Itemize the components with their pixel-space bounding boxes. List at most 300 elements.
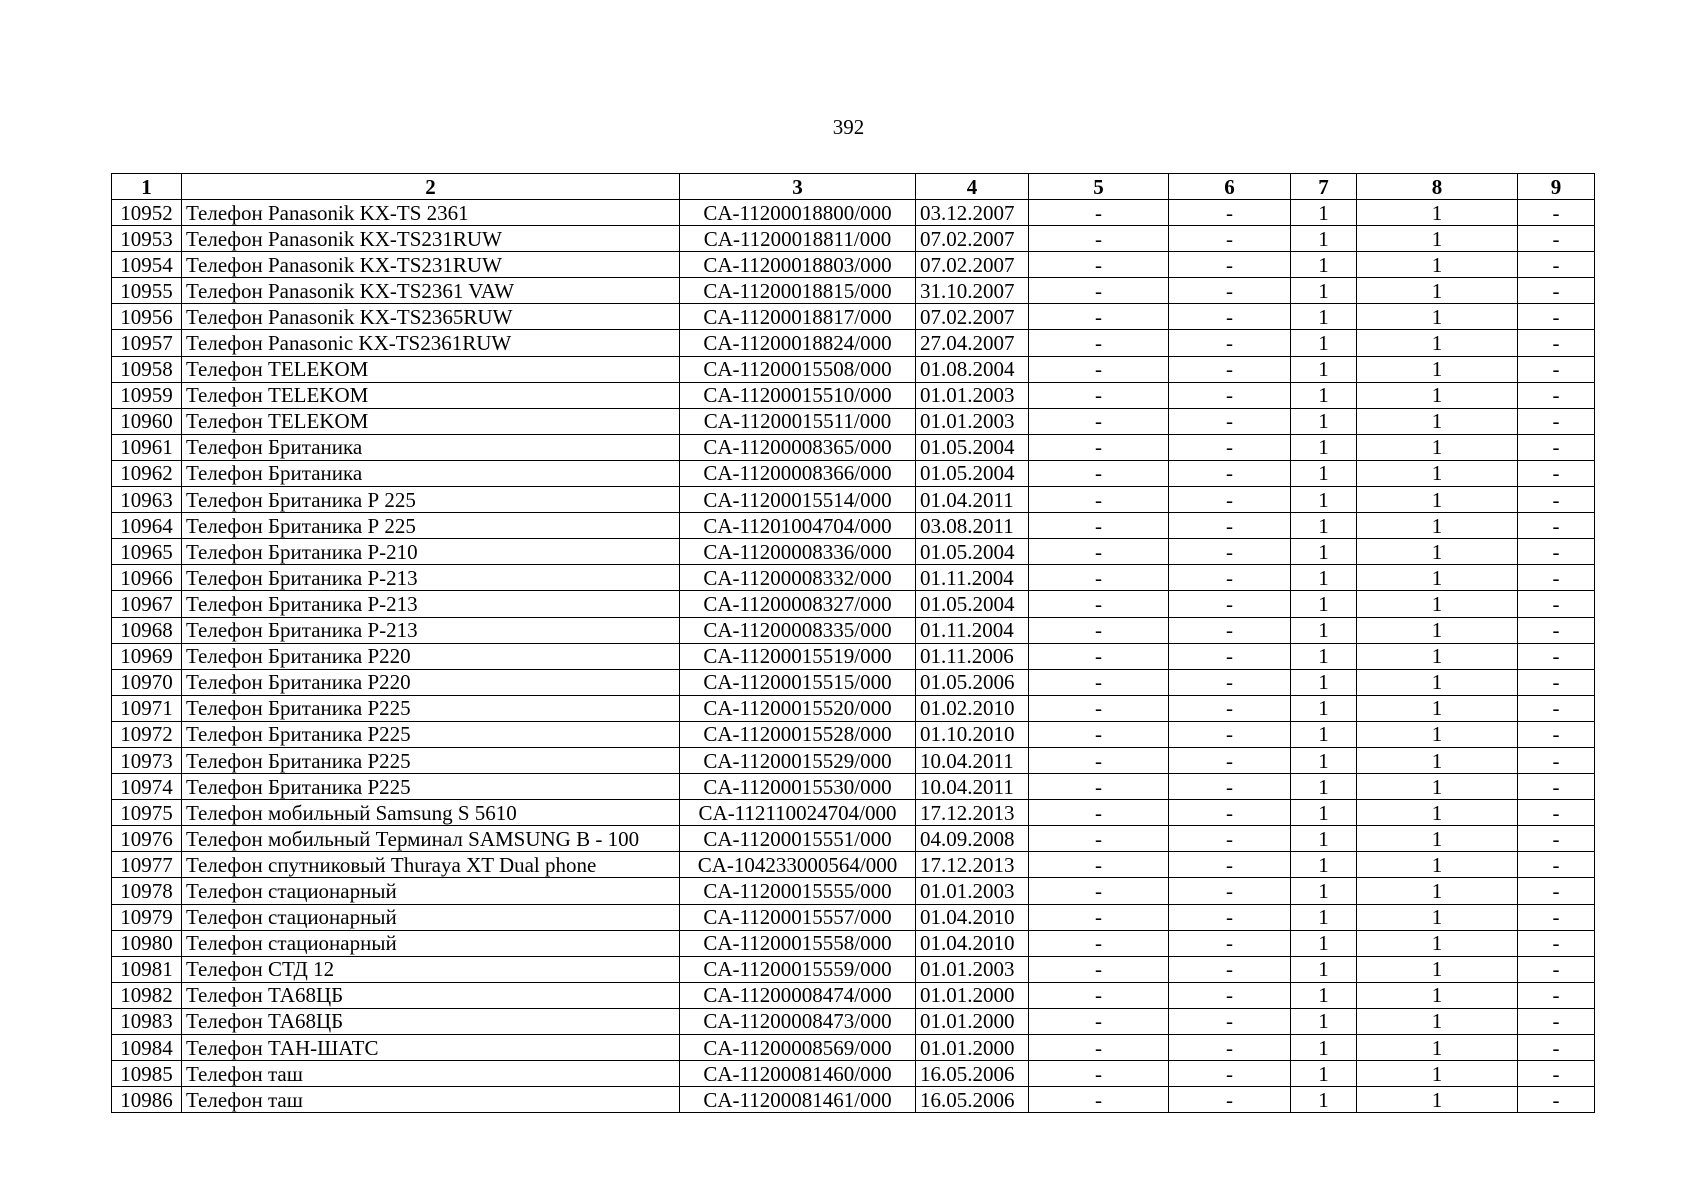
row-number: 10983 <box>112 1008 182 1034</box>
date: 03.08.2011 <box>916 513 1029 539</box>
col-7-value: 1 <box>1291 747 1357 773</box>
col-7-value: 1 <box>1291 382 1357 408</box>
row-number: 10965 <box>112 539 182 565</box>
col-6-value: - <box>1169 356 1291 382</box>
col-8-value: 1 <box>1357 982 1518 1008</box>
col-6-value: - <box>1169 591 1291 617</box>
item-name: Телефон Британика Р 225 <box>182 487 680 513</box>
col-5-value: - <box>1029 800 1169 826</box>
column-header-5: 5 <box>1029 174 1169 200</box>
col-7-value: 1 <box>1291 695 1357 721</box>
col-7-value: 1 <box>1291 434 1357 460</box>
row-number: 10980 <box>112 930 182 956</box>
col-7-value: 1 <box>1291 513 1357 539</box>
table-row <box>112 356 1595 382</box>
col-7-value: 1 <box>1291 774 1357 800</box>
col-6-value: - <box>1169 800 1291 826</box>
col-6-value: - <box>1169 878 1291 904</box>
col-5-value: - <box>1029 434 1169 460</box>
col-7-value: 1 <box>1291 591 1357 617</box>
col-7-value: 1 <box>1291 800 1357 826</box>
item-name: Телефон СТД 12 <box>182 956 680 982</box>
inventory-code: CA-11200081461/000 <box>680 1087 916 1113</box>
col-8-value: 1 <box>1357 956 1518 982</box>
table-row <box>112 721 1595 747</box>
date: 01.04.2010 <box>916 904 1029 930</box>
table-row <box>112 434 1595 460</box>
item-name: Телефон мобильный Терминал SAMSUNG B - 100 <box>182 826 680 852</box>
row-number: 10984 <box>112 1035 182 1061</box>
col-8-value: 1 <box>1357 330 1518 356</box>
page-number: 392 <box>832 115 865 139</box>
item-name: Телефон Британика Р-213 <box>182 617 680 643</box>
col-7-value: 1 <box>1291 200 1357 226</box>
col-7-value: 1 <box>1291 956 1357 982</box>
col-6-value: - <box>1169 643 1291 669</box>
col-5-value: - <box>1029 565 1169 591</box>
date: 01.05.2004 <box>916 539 1029 565</box>
date: 17.12.2013 <box>916 852 1029 878</box>
col-7-value: 1 <box>1291 304 1357 330</box>
item-name: Телефон Panasonik KX-TS2361 VAW <box>182 278 680 304</box>
date: 10.04.2011 <box>916 747 1029 773</box>
col-6-value: - <box>1169 408 1291 434</box>
row-number: 10979 <box>112 904 182 930</box>
col-5-value: - <box>1029 226 1169 252</box>
col-7-value: 1 <box>1291 1087 1357 1113</box>
col-7-value: 1 <box>1291 669 1357 695</box>
col-7-value: 1 <box>1291 539 1357 565</box>
col-6-value: - <box>1169 200 1291 226</box>
inventory-code: CA-11200008332/000 <box>680 565 916 591</box>
col-9-value: - <box>1518 852 1595 878</box>
col-6-value: - <box>1169 747 1291 773</box>
col-5-value: - <box>1029 460 1169 486</box>
table-row <box>112 487 1595 513</box>
table-row <box>112 852 1595 878</box>
item-name: Телефон TELEKOM <box>182 356 680 382</box>
col-9-value: - <box>1518 1087 1595 1113</box>
col-6-value: - <box>1169 252 1291 278</box>
inventory-code: CA-11200018817/000 <box>680 304 916 330</box>
row-number: 10964 <box>112 513 182 539</box>
col-7-value: 1 <box>1291 1061 1357 1087</box>
col-5-value: - <box>1029 1035 1169 1061</box>
col-5-value: - <box>1029 487 1169 513</box>
col-8-value: 1 <box>1357 434 1518 460</box>
col-9-value: - <box>1518 382 1595 408</box>
col-6-value: - <box>1169 460 1291 486</box>
date: 10.04.2011 <box>916 774 1029 800</box>
col-8-value: 1 <box>1357 539 1518 565</box>
date: 07.02.2007 <box>916 252 1029 278</box>
col-5-value: - <box>1029 408 1169 434</box>
row-number: 10972 <box>112 721 182 747</box>
col-9-value: - <box>1518 930 1595 956</box>
col-5-value: - <box>1029 304 1169 330</box>
col-7-value: 1 <box>1291 930 1357 956</box>
header-row <box>112 174 1595 200</box>
inventory-code: CA-11200015559/000 <box>680 956 916 982</box>
col-9-value: - <box>1518 747 1595 773</box>
date: 16.05.2006 <box>916 1087 1029 1113</box>
inventory-code: CA-11200018800/000 <box>680 200 916 226</box>
col-5-value: - <box>1029 669 1169 695</box>
item-name: Телефон ТА68ЦБ <box>182 1008 680 1034</box>
table-row <box>112 669 1595 695</box>
row-number: 10955 <box>112 278 182 304</box>
col-7-value: 1 <box>1291 826 1357 852</box>
col-8-value: 1 <box>1357 487 1518 513</box>
date: 01.02.2010 <box>916 695 1029 721</box>
date: 01.11.2004 <box>916 617 1029 643</box>
col-9-value: - <box>1518 669 1595 695</box>
row-number: 10977 <box>112 852 182 878</box>
col-6-value: - <box>1169 434 1291 460</box>
col-9-value: - <box>1518 878 1595 904</box>
table-row <box>112 904 1595 930</box>
col-5-value: - <box>1029 878 1169 904</box>
col-9-value: - <box>1518 904 1595 930</box>
col-6-value: - <box>1169 852 1291 878</box>
inventory-code: CA-11200008335/000 <box>680 617 916 643</box>
col-5-value: - <box>1029 774 1169 800</box>
table-row <box>112 304 1595 330</box>
col-9-value: - <box>1518 617 1595 643</box>
item-name: Телефон Британика Р220 <box>182 643 680 669</box>
col-8-value: 1 <box>1357 1035 1518 1061</box>
col-5-value: - <box>1029 278 1169 304</box>
inventory-code: CA-11200008365/000 <box>680 434 916 460</box>
date: 31.10.2007 <box>916 278 1029 304</box>
date: 04.09.2008 <box>916 826 1029 852</box>
column-header-6: 6 <box>1169 174 1291 200</box>
col-5-value: - <box>1029 852 1169 878</box>
col-8-value: 1 <box>1357 226 1518 252</box>
col-8-value: 1 <box>1357 747 1518 773</box>
inventory-table <box>111 173 1595 1113</box>
date: 07.02.2007 <box>916 226 1029 252</box>
col-8-value: 1 <box>1357 721 1518 747</box>
row-number: 10954 <box>112 252 182 278</box>
col-9-value: - <box>1518 200 1595 226</box>
col-9-value: - <box>1518 434 1595 460</box>
col-6-value: - <box>1169 487 1291 513</box>
table-row <box>112 956 1595 982</box>
row-number: 10956 <box>112 304 182 330</box>
inventory-code: CA-11200008474/000 <box>680 982 916 1008</box>
item-name: Телефон мобильный Samsung S 5610 <box>182 800 680 826</box>
col-5-value: - <box>1029 1061 1169 1087</box>
col-7-value: 1 <box>1291 1008 1357 1034</box>
col-7-value: 1 <box>1291 617 1357 643</box>
row-number: 10958 <box>112 356 182 382</box>
row-number: 10959 <box>112 382 182 408</box>
table-row <box>112 252 1595 278</box>
col-9-value: - <box>1518 956 1595 982</box>
inventory-code: CA-11200015558/000 <box>680 930 916 956</box>
col-5-value: - <box>1029 695 1169 721</box>
col-9-value: - <box>1518 1035 1595 1061</box>
item-name: Телефон Британика <box>182 434 680 460</box>
col-6-value: - <box>1169 382 1291 408</box>
col-7-value: 1 <box>1291 460 1357 486</box>
date: 01.01.2000 <box>916 1035 1029 1061</box>
date: 01.05.2004 <box>916 460 1029 486</box>
col-5-value: - <box>1029 330 1169 356</box>
item-name: Телефон спутниковый Thuraya XT Dual phone <box>182 852 680 878</box>
item-name: Телефон Британика Р 225 <box>182 513 680 539</box>
row-number: 10960 <box>112 408 182 434</box>
col-5-value: - <box>1029 252 1169 278</box>
col-5-value: - <box>1029 826 1169 852</box>
col-7-value: 1 <box>1291 982 1357 1008</box>
table-row <box>112 513 1595 539</box>
col-8-value: 1 <box>1357 278 1518 304</box>
col-6-value: - <box>1169 721 1291 747</box>
col-6-value: - <box>1169 982 1291 1008</box>
col-9-value: - <box>1518 695 1595 721</box>
table-row <box>112 643 1595 669</box>
column-header-2: 2 <box>182 174 680 200</box>
table-row <box>112 278 1595 304</box>
col-7-value: 1 <box>1291 1035 1357 1061</box>
item-name: Телефон Британика Р-210 <box>182 539 680 565</box>
inventory-code: CA-11200015514/000 <box>680 487 916 513</box>
item-name: Телефон Panasonik KX-TS231RUW <box>182 226 680 252</box>
inventory-code: CA-11200015520/000 <box>680 695 916 721</box>
row-number: 10953 <box>112 226 182 252</box>
table-row <box>112 695 1595 721</box>
col-9-value: - <box>1518 565 1595 591</box>
table-row <box>112 617 1595 643</box>
col-7-value: 1 <box>1291 904 1357 930</box>
col-8-value: 1 <box>1357 252 1518 278</box>
col-5-value: - <box>1029 956 1169 982</box>
date: 01.10.2010 <box>916 721 1029 747</box>
row-number: 10952 <box>112 200 182 226</box>
date: 27.04.2007 <box>916 330 1029 356</box>
inventory-code: CA-11200015529/000 <box>680 747 916 773</box>
col-8-value: 1 <box>1357 1008 1518 1034</box>
col-6-value: - <box>1169 304 1291 330</box>
col-9-value: - <box>1518 1061 1595 1087</box>
col-6-value: - <box>1169 826 1291 852</box>
item-name: Телефон Британика Р225 <box>182 721 680 747</box>
col-8-value: 1 <box>1357 382 1518 408</box>
inventory-code: CA-11201004704/000 <box>680 513 916 539</box>
item-name: Телефон Британика Р-213 <box>182 565 680 591</box>
item-name: Телефон Британика Р225 <box>182 774 680 800</box>
row-number: 10982 <box>112 982 182 1008</box>
col-5-value: - <box>1029 1008 1169 1034</box>
column-header-4: 4 <box>916 174 1029 200</box>
col-8-value: 1 <box>1357 1061 1518 1087</box>
col-9-value: - <box>1518 643 1595 669</box>
table-row <box>112 226 1595 252</box>
date: 01.08.2004 <box>916 356 1029 382</box>
col-8-value: 1 <box>1357 669 1518 695</box>
inventory-code: CA-11200081460/000 <box>680 1061 916 1087</box>
date: 17.12.2013 <box>916 800 1029 826</box>
col-6-value: - <box>1169 695 1291 721</box>
col-5-value: - <box>1029 617 1169 643</box>
col-8-value: 1 <box>1357 617 1518 643</box>
item-name: Телефон Британика Р225 <box>182 747 680 773</box>
col-8-value: 1 <box>1357 878 1518 904</box>
date: 07.02.2007 <box>916 304 1029 330</box>
date: 01.05.2004 <box>916 434 1029 460</box>
col-6-value: - <box>1169 330 1291 356</box>
item-name: Телефон Panasonik KX-TS 2361 <box>182 200 680 226</box>
col-5-value: - <box>1029 904 1169 930</box>
table-row <box>112 591 1595 617</box>
date: 01.05.2006 <box>916 669 1029 695</box>
col-7-value: 1 <box>1291 226 1357 252</box>
table-row <box>112 774 1595 800</box>
table-row <box>112 565 1595 591</box>
col-6-value: - <box>1169 930 1291 956</box>
column-header-7: 7 <box>1291 174 1357 200</box>
col-8-value: 1 <box>1357 852 1518 878</box>
inventory-code: CA-11200008336/000 <box>680 539 916 565</box>
col-7-value: 1 <box>1291 852 1357 878</box>
col-6-value: - <box>1169 904 1291 930</box>
col-5-value: - <box>1029 382 1169 408</box>
col-6-value: - <box>1169 278 1291 304</box>
date: 01.04.2011 <box>916 487 1029 513</box>
inventory-code: CA-11200015557/000 <box>680 904 916 930</box>
col-9-value: - <box>1518 800 1595 826</box>
date: 01.11.2004 <box>916 565 1029 591</box>
table-row <box>112 826 1595 852</box>
inventory-code: CA-11200008366/000 <box>680 460 916 486</box>
col-6-value: - <box>1169 956 1291 982</box>
row-number: 10985 <box>112 1061 182 1087</box>
col-6-value: - <box>1169 1035 1291 1061</box>
row-number: 10961 <box>112 434 182 460</box>
table-row <box>112 1035 1595 1061</box>
column-header-9: 9 <box>1518 174 1595 200</box>
row-number: 10986 <box>112 1087 182 1113</box>
col-6-value: - <box>1169 1087 1291 1113</box>
inventory-code: CA-11200015551/000 <box>680 826 916 852</box>
table-row <box>112 200 1595 226</box>
date: 01.01.2003 <box>916 878 1029 904</box>
date: 01.05.2004 <box>916 591 1029 617</box>
col-9-value: - <box>1518 226 1595 252</box>
col-6-value: - <box>1169 513 1291 539</box>
inventory-code: CA-11200018811/000 <box>680 226 916 252</box>
date: 01.04.2010 <box>916 930 1029 956</box>
col-8-value: 1 <box>1357 904 1518 930</box>
row-number: 10981 <box>112 956 182 982</box>
item-name: Телефон стационарный <box>182 878 680 904</box>
inventory-code: CA-11200018824/000 <box>680 330 916 356</box>
col-5-value: - <box>1029 356 1169 382</box>
item-name: Телефон ТА68ЦБ <box>182 982 680 1008</box>
col-5-value: - <box>1029 591 1169 617</box>
date: 01.11.2006 <box>916 643 1029 669</box>
row-number: 10978 <box>112 878 182 904</box>
row-number: 10975 <box>112 800 182 826</box>
column-header-8: 8 <box>1357 174 1518 200</box>
col-9-value: - <box>1518 539 1595 565</box>
row-number: 10970 <box>112 669 182 695</box>
col-7-value: 1 <box>1291 565 1357 591</box>
inventory-code: CA-11200015510/000 <box>680 382 916 408</box>
inventory-code: CA-11200008327/000 <box>680 591 916 617</box>
table-body <box>112 200 1595 1113</box>
col-5-value: - <box>1029 539 1169 565</box>
inventory-code: CA-11200015528/000 <box>680 721 916 747</box>
col-5-value: - <box>1029 747 1169 773</box>
date: 03.12.2007 <box>916 200 1029 226</box>
col-9-value: - <box>1518 252 1595 278</box>
item-name: Телефон TELEKOM <box>182 408 680 434</box>
date: 01.01.2003 <box>916 382 1029 408</box>
col-9-value: - <box>1518 408 1595 434</box>
col-9-value: - <box>1518 330 1595 356</box>
date: 01.01.2000 <box>916 982 1029 1008</box>
col-8-value: 1 <box>1357 200 1518 226</box>
col-8-value: 1 <box>1357 460 1518 486</box>
item-name: Телефон ТАН-ШАТС <box>182 1035 680 1061</box>
table-row <box>112 982 1595 1008</box>
table-row <box>112 539 1595 565</box>
col-9-value: - <box>1518 826 1595 852</box>
inventory-code: CA-11200015530/000 <box>680 774 916 800</box>
table-row <box>112 460 1595 486</box>
col-9-value: - <box>1518 774 1595 800</box>
date: 01.01.2003 <box>916 956 1029 982</box>
inventory-code: CA-11200018815/000 <box>680 278 916 304</box>
col-7-value: 1 <box>1291 278 1357 304</box>
col-9-value: - <box>1518 356 1595 382</box>
table-row <box>112 747 1595 773</box>
item-name: Телефон Британика Р225 <box>182 695 680 721</box>
col-7-value: 1 <box>1291 643 1357 669</box>
inventory-code: CA-11200015515/000 <box>680 669 916 695</box>
row-number: 10973 <box>112 747 182 773</box>
item-name: Телефон Британика <box>182 460 680 486</box>
item-name: Телефон Panasonik KX-TS231RUW <box>182 252 680 278</box>
col-8-value: 1 <box>1357 304 1518 330</box>
table-row <box>112 408 1595 434</box>
col-7-value: 1 <box>1291 252 1357 278</box>
date: 01.01.2000 <box>916 1008 1029 1034</box>
inventory-code: CA-104233000564/000 <box>680 852 916 878</box>
table-row <box>112 1061 1595 1087</box>
date: 16.05.2006 <box>916 1061 1029 1087</box>
col-6-value: - <box>1169 1061 1291 1087</box>
row-number: 10969 <box>112 643 182 669</box>
item-name: Телефон Panasonic KX-TS2361RUW <box>182 330 680 356</box>
item-name: Телефон стационарный <box>182 930 680 956</box>
col-6-value: - <box>1169 226 1291 252</box>
col-7-value: 1 <box>1291 487 1357 513</box>
table-row <box>112 800 1595 826</box>
column-header-3: 3 <box>680 174 916 200</box>
col-8-value: 1 <box>1357 826 1518 852</box>
col-5-value: - <box>1029 721 1169 747</box>
col-6-value: - <box>1169 774 1291 800</box>
table-row <box>112 878 1595 904</box>
col-8-value: 1 <box>1357 1087 1518 1113</box>
col-6-value: - <box>1169 1008 1291 1034</box>
table-row <box>112 1008 1595 1034</box>
inventory-code: CA-112110024704/000 <box>680 800 916 826</box>
